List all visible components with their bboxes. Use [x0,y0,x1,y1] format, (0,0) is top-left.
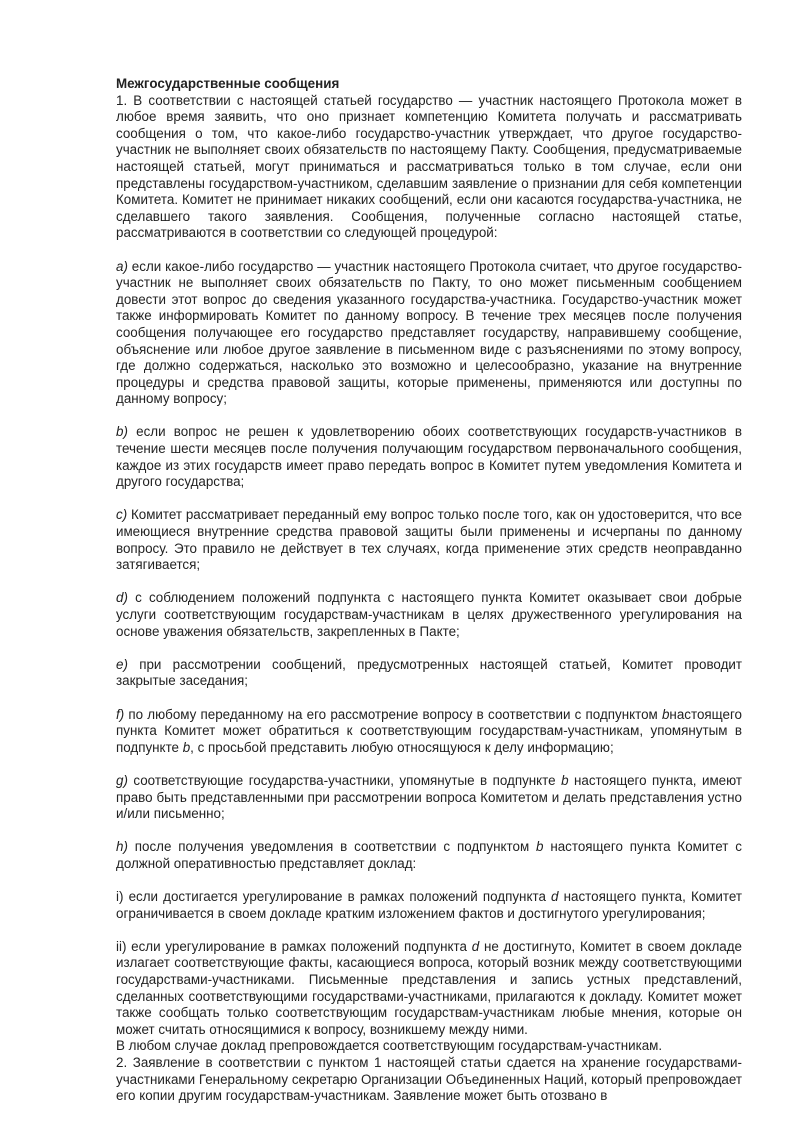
document-page [116,76,742,1105]
item-a [116,259,742,408]
item-marker: e) [116,656,128,672]
item-marker: c) [116,507,128,523]
item-marker: h) [116,839,128,855]
item-text: при рассмотрении сообщений, предусмотренных настоящей статьей, Комитет проводит закрытые заседания; [116,656,742,689]
subpoint-ref: d [471,938,480,954]
item-marker: g) [116,772,128,788]
item-text: настоящего пункта, имеют право быть представленными при рассмотрении вопроса Комитетом и делать представления устно и/или письменно; [116,772,742,822]
item-text: соответствующие государства-участники, упомянутые в подпункте [127,772,562,788]
item-marker: a) [116,258,128,274]
item-marker: b) [116,424,128,440]
subpoint-ref: b [182,739,191,755]
subpoint-ref: d [551,889,559,905]
item-f [116,707,742,757]
item-text: Комитет рассматривает переданный ему вопрос только после того, как он удостоверится, что все имеющиеся внутренние средства правовой защиты были применены и исчерпаны по данному вопросу. Это правило не действует в тех случаях, когда применение этих средств неоправданно затягивается; [116,507,742,573]
paragraph-1-intro [116,93,742,242]
item-text: после получения уведомления в соответствии с подпунктом [127,839,537,855]
item-text: если вопрос не решен к удовлетворению обоих соответствующих государств-участников в течение шести месяцев после получения получающим государством первоначального сообщения, каждое из этих государств имеет право передать вопрос в Комитет путем уведомления Комитета и другого государства; [116,424,742,490]
section-title: Межгосударственные сообщения [116,76,340,91]
item-text: настоящего пункта, Комитет ограничивается в своем докладе кратким изложением фактов и достигнутого урегулирования; [116,889,742,921]
item-d [116,590,742,640]
item-text: не достигнуто, Комитет в своем докладе излагает соответствующие факты, касающиеся вопроса, который возник между соответствующими государствами-участниками. Письменные представления и запись устных представлений, сделанных соответствующими государствами-участниками, прилагаются к докладу. Комитет может также сообщать только соответствующим государствам-участникам любые мнения, которые он может считать относящимися к вопросу, возникшему между ними. [116,938,742,1037]
subpoint-ref: b [561,772,569,788]
item-text: если какое-либо государство — участник настоящего Протокола считает, что другое государство-участник не выполняет своих обязательств по Пакту, то оно может письменным сообщением довести этот вопрос до сведения указанного государства-участника. Государство-участник может также информировать Комитет по данному вопросу. В течение трех месяцев после получения сообщения получающее его государство представляет государству, направившему сообщение, объяснение или любое другое заявление в письменном виде с разъяснениями по этому вопросу, где должно содержаться, насколько это возможно и целесообразно, указание на внутренние процедуры и средства правовой защиты, которые применены, применяются или доступны по данному вопросу; [116,258,742,407]
item-text: настоящего пункта Комитет с должной оперативностью представляет доклад: [116,839,742,871]
item-h-i [116,889,742,922]
paragraph-2-declaration [116,1055,742,1105]
paragraph-text: 2. Заявление в соответствии с пунктом 1 настоящей статьи сдается на хранение государствами-участниками Генеральному секретарю Организации Объединенных Наций, который препровождает его копии другим государствам-участникам. Заявление может быть отозвано в [116,1055,742,1104]
item-text: i) если достигается урегулирование в рамках положений подпункта [116,889,552,905]
item-text: , с просьбой представить любую относящуюся к делу информацию; [190,739,614,755]
item-b [116,424,742,490]
subpoint-ref: b [661,706,670,722]
paragraph-text: В любом случае доклад препровождается соответствующим государствам-участникам. [116,1038,663,1054]
item-h [116,839,742,872]
subpoint-ref: b [536,839,544,855]
item-marker: f) [116,706,125,722]
item-marker: d) [116,590,128,606]
item-text: ii) если урегулирование в рамках положений подпункта [116,938,472,954]
item-text: по любому переданному на его рассмотрение вопросу в соответствии с подпунктом [124,706,662,722]
item-c [116,507,742,573]
item-text: с соблюдением положений подпункта с настоящего пункта Комитет оказывает свои добрые услуги соответствующим государствам-участникам в целях дружественного урегулирования на основе уважения обязательств, закрепленных в Пакте; [116,590,742,639]
item-e [116,657,742,690]
item-g [116,773,742,823]
item-text: настоящего пункта Комитет может обратиться к соответствующим государствам-участникам, упомянутым в подпункте [116,706,742,755]
report-transmission-note [116,1038,742,1055]
paragraph-text: 1. В соответствии с настоящей статьей государство — участник настоящего Протокола может в любое время заявить, что оно признает компетенцию Комитета получать и рассматривать сообщения о том, что какое-либо государство-участник утверждает, что другое государство-участник не выполняет своих обязательств по настоящему Пакту. Сообщения, предусматриваемые настоящей статьей, могут приниматься и рассматриваться только в том случае, если они представлены государством-участником, сделавшим заявление о признании для себя компетенции Комитета. Комитет не принимает никаких сообщений, если они касаются государства-участника, не сделавшего такого заявления. Сообщения, полученные согласно настоящей статье, рассматриваются в соответствии со следующей процедурой: [116,92,742,241]
item-h-ii [116,939,742,1039]
